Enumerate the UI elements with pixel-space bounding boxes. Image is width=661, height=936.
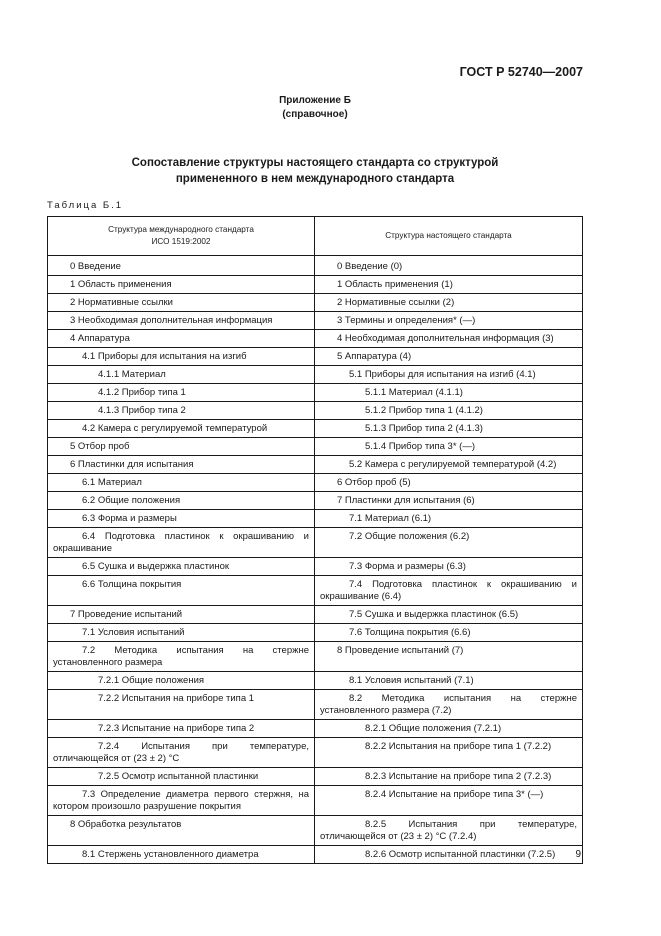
cell-left: 7.1 Условия испытаний (48, 624, 315, 642)
annex-heading (0, 94, 630, 122)
table-row (48, 384, 583, 402)
cell-left: 4.1.3 Прибор типа 2 (48, 402, 315, 420)
table-row (48, 738, 583, 768)
cell-left: 7.2.1 Общие положения (48, 672, 315, 690)
table-row (48, 768, 583, 786)
cell-left: 6 Пластинки для испытания (48, 456, 315, 474)
table-row (48, 438, 583, 456)
table-row (48, 672, 583, 690)
cell-right: 5.2 Камера с регулируемой температурой (4.2) (315, 456, 583, 474)
cell-right: 7.1 Материал (6.1) (315, 510, 583, 528)
cell-left: 6.1 Материал (48, 474, 315, 492)
page-number: 9 (575, 849, 581, 860)
cell-left: 7.2.2 Испытания на приборе типа 1 (48, 690, 315, 720)
table-row (48, 690, 583, 720)
cell-left: 6.5 Сушка и выдержка пластинок (48, 558, 315, 576)
cell-right: 7.2 Общие положения (6.2) (315, 528, 583, 558)
cell-right: 8.2 Методика испытания на стержне установленного размера (7.2) (315, 690, 583, 720)
table-row (48, 786, 583, 816)
cell-left: 4.1 Приборы для испытания на изгиб (48, 348, 315, 366)
header-left-line-2: ИСО 1519:2002 (151, 237, 211, 246)
table-row (48, 256, 583, 276)
cell-left: 3 Необходимая дополнительная информация (48, 312, 315, 330)
table-row (48, 348, 583, 366)
header-international-standard (48, 217, 315, 256)
cell-right: 8.2.4 Испытание на приборе типа 3* (—) (315, 786, 583, 816)
cell-right: 2 Нормативные ссылки (2) (315, 294, 583, 312)
cell-left: 4.2 Камера с регулируемой температурой (48, 420, 315, 438)
structure-comparison-table (47, 216, 583, 864)
table-row (48, 456, 583, 474)
cell-right: 8.2.5 Испытания при температуре, отличающейся от (23 ± 2) °С (7.2.4) (315, 816, 583, 846)
cell-left: 6.4 Подготовка пластинок к окрашиванию и окрашивание (48, 528, 315, 558)
table-row (48, 642, 583, 672)
table-row (48, 474, 583, 492)
table-row (48, 276, 583, 294)
cell-right: 7 Пластинки для испытания (6) (315, 492, 583, 510)
table-row (48, 294, 583, 312)
cell-left: 7.2.3 Испытание на приборе типа 2 (48, 720, 315, 738)
cell-right: 5.1.2 Прибор типа 1 (4.1.2) (315, 402, 583, 420)
cell-left: 7.3 Определение диаметра первого стержня, на котором произошло разрушение покрытия (48, 786, 315, 816)
cell-right: 1 Область применения (1) (315, 276, 583, 294)
table-caption: Таблица Б.1 (47, 200, 124, 211)
cell-left: 4.1.2 Прибор типа 1 (48, 384, 315, 402)
cell-left: 6.2 Общие положения (48, 492, 315, 510)
cell-right: 4 Необходимая дополнительная информация (3) (315, 330, 583, 348)
cell-right: 8.2.3 Испытание на приборе типа 2 (7.2.3) (315, 768, 583, 786)
cell-left: 7.2.5 Осмотр испытанной пластинки (48, 768, 315, 786)
page-title-line-2: примененного в нем международного стандарта (175, 173, 455, 185)
cell-right: 7.3 Форма и размеры (6.3) (315, 558, 583, 576)
cell-left: 8.1 Стержень установленного диаметра (48, 846, 315, 864)
cell-right: 5.1 Приборы для испытания на изгиб (4.1) (315, 366, 583, 384)
table-header-row (48, 217, 583, 256)
table-row (48, 510, 583, 528)
table-row (48, 402, 583, 420)
cell-right: 8.2.6 Осмотр испытанной пластинки (7.2.5) (315, 846, 583, 864)
cell-right: 8.2.2 Испытания на приборе типа 1 (7.2.2) (315, 738, 583, 768)
table-row (48, 492, 583, 510)
cell-right: 8.2.1 Общие положения (7.2.1) (315, 720, 583, 738)
cell-right: 8 Проведение испытаний (7) (315, 642, 583, 672)
cell-left: 4 Аппаратура (48, 330, 315, 348)
table-row (48, 312, 583, 330)
cell-left: 6.3 Форма и размеры (48, 510, 315, 528)
table-row (48, 624, 583, 642)
cell-right: 5.1.1 Материал (4.1.1) (315, 384, 583, 402)
table-row (48, 366, 583, 384)
cell-right: 6 Отбор проб (5) (315, 474, 583, 492)
table-row (48, 420, 583, 438)
table-row (48, 720, 583, 738)
cell-left: 1 Область применения (48, 276, 315, 294)
table-row (48, 528, 583, 558)
cell-left: 7 Проведение испытаний (48, 606, 315, 624)
cell-left: 7.2 Методика испытания на стержне установленного размера (48, 642, 315, 672)
page-title (0, 155, 630, 187)
cell-right: 7.5 Сушка и выдержка пластинок (6.5) (315, 606, 583, 624)
table-row (48, 846, 583, 864)
cell-right: 0 Введение (0) (315, 256, 583, 276)
cell-left: 5 Отбор проб (48, 438, 315, 456)
header-left-line-1: Структура международного стандарта (108, 225, 254, 234)
cell-right: 5 Аппаратура (4) (315, 348, 583, 366)
document-code: ГОСТ Р 52740—2007 (459, 65, 583, 79)
cell-right: 3 Термины и определения* (—) (315, 312, 583, 330)
table-row (48, 558, 583, 576)
annex-title: Приложение Б (279, 95, 351, 106)
table-row (48, 606, 583, 624)
page-title-line-1: Сопоставление структуры настоящего стандарта со структурой (131, 157, 499, 169)
header-this-standard: Структура настоящего стандарта (315, 217, 583, 256)
cell-right: 8.1 Условия испытаний (7.1) (315, 672, 583, 690)
cell-left: 2 Нормативные ссылки (48, 294, 315, 312)
cell-left: 4.1.1 Материал (48, 366, 315, 384)
cell-right: 5.1.3 Прибор типа 2 (4.1.3) (315, 420, 583, 438)
cell-left: 7.2.4 Испытания при температуре, отличающейся от (23 ± 2) °С (48, 738, 315, 768)
cell-right: 5.1.4 Прибор типа 3* (—) (315, 438, 583, 456)
cell-left: 6.6 Толщина покрытия (48, 576, 315, 606)
cell-left: 8 Обработка результатов (48, 816, 315, 846)
cell-right: 7.4 Подготовка пластинок к окрашиванию и окрашивание (6.4) (315, 576, 583, 606)
table-row (48, 330, 583, 348)
cell-right: 7.6 Толщина покрытия (6.6) (315, 624, 583, 642)
table-row (48, 816, 583, 846)
annex-subtitle: (справочное) (282, 109, 348, 120)
cell-left: 0 Введение (48, 256, 315, 276)
table-row (48, 576, 583, 606)
